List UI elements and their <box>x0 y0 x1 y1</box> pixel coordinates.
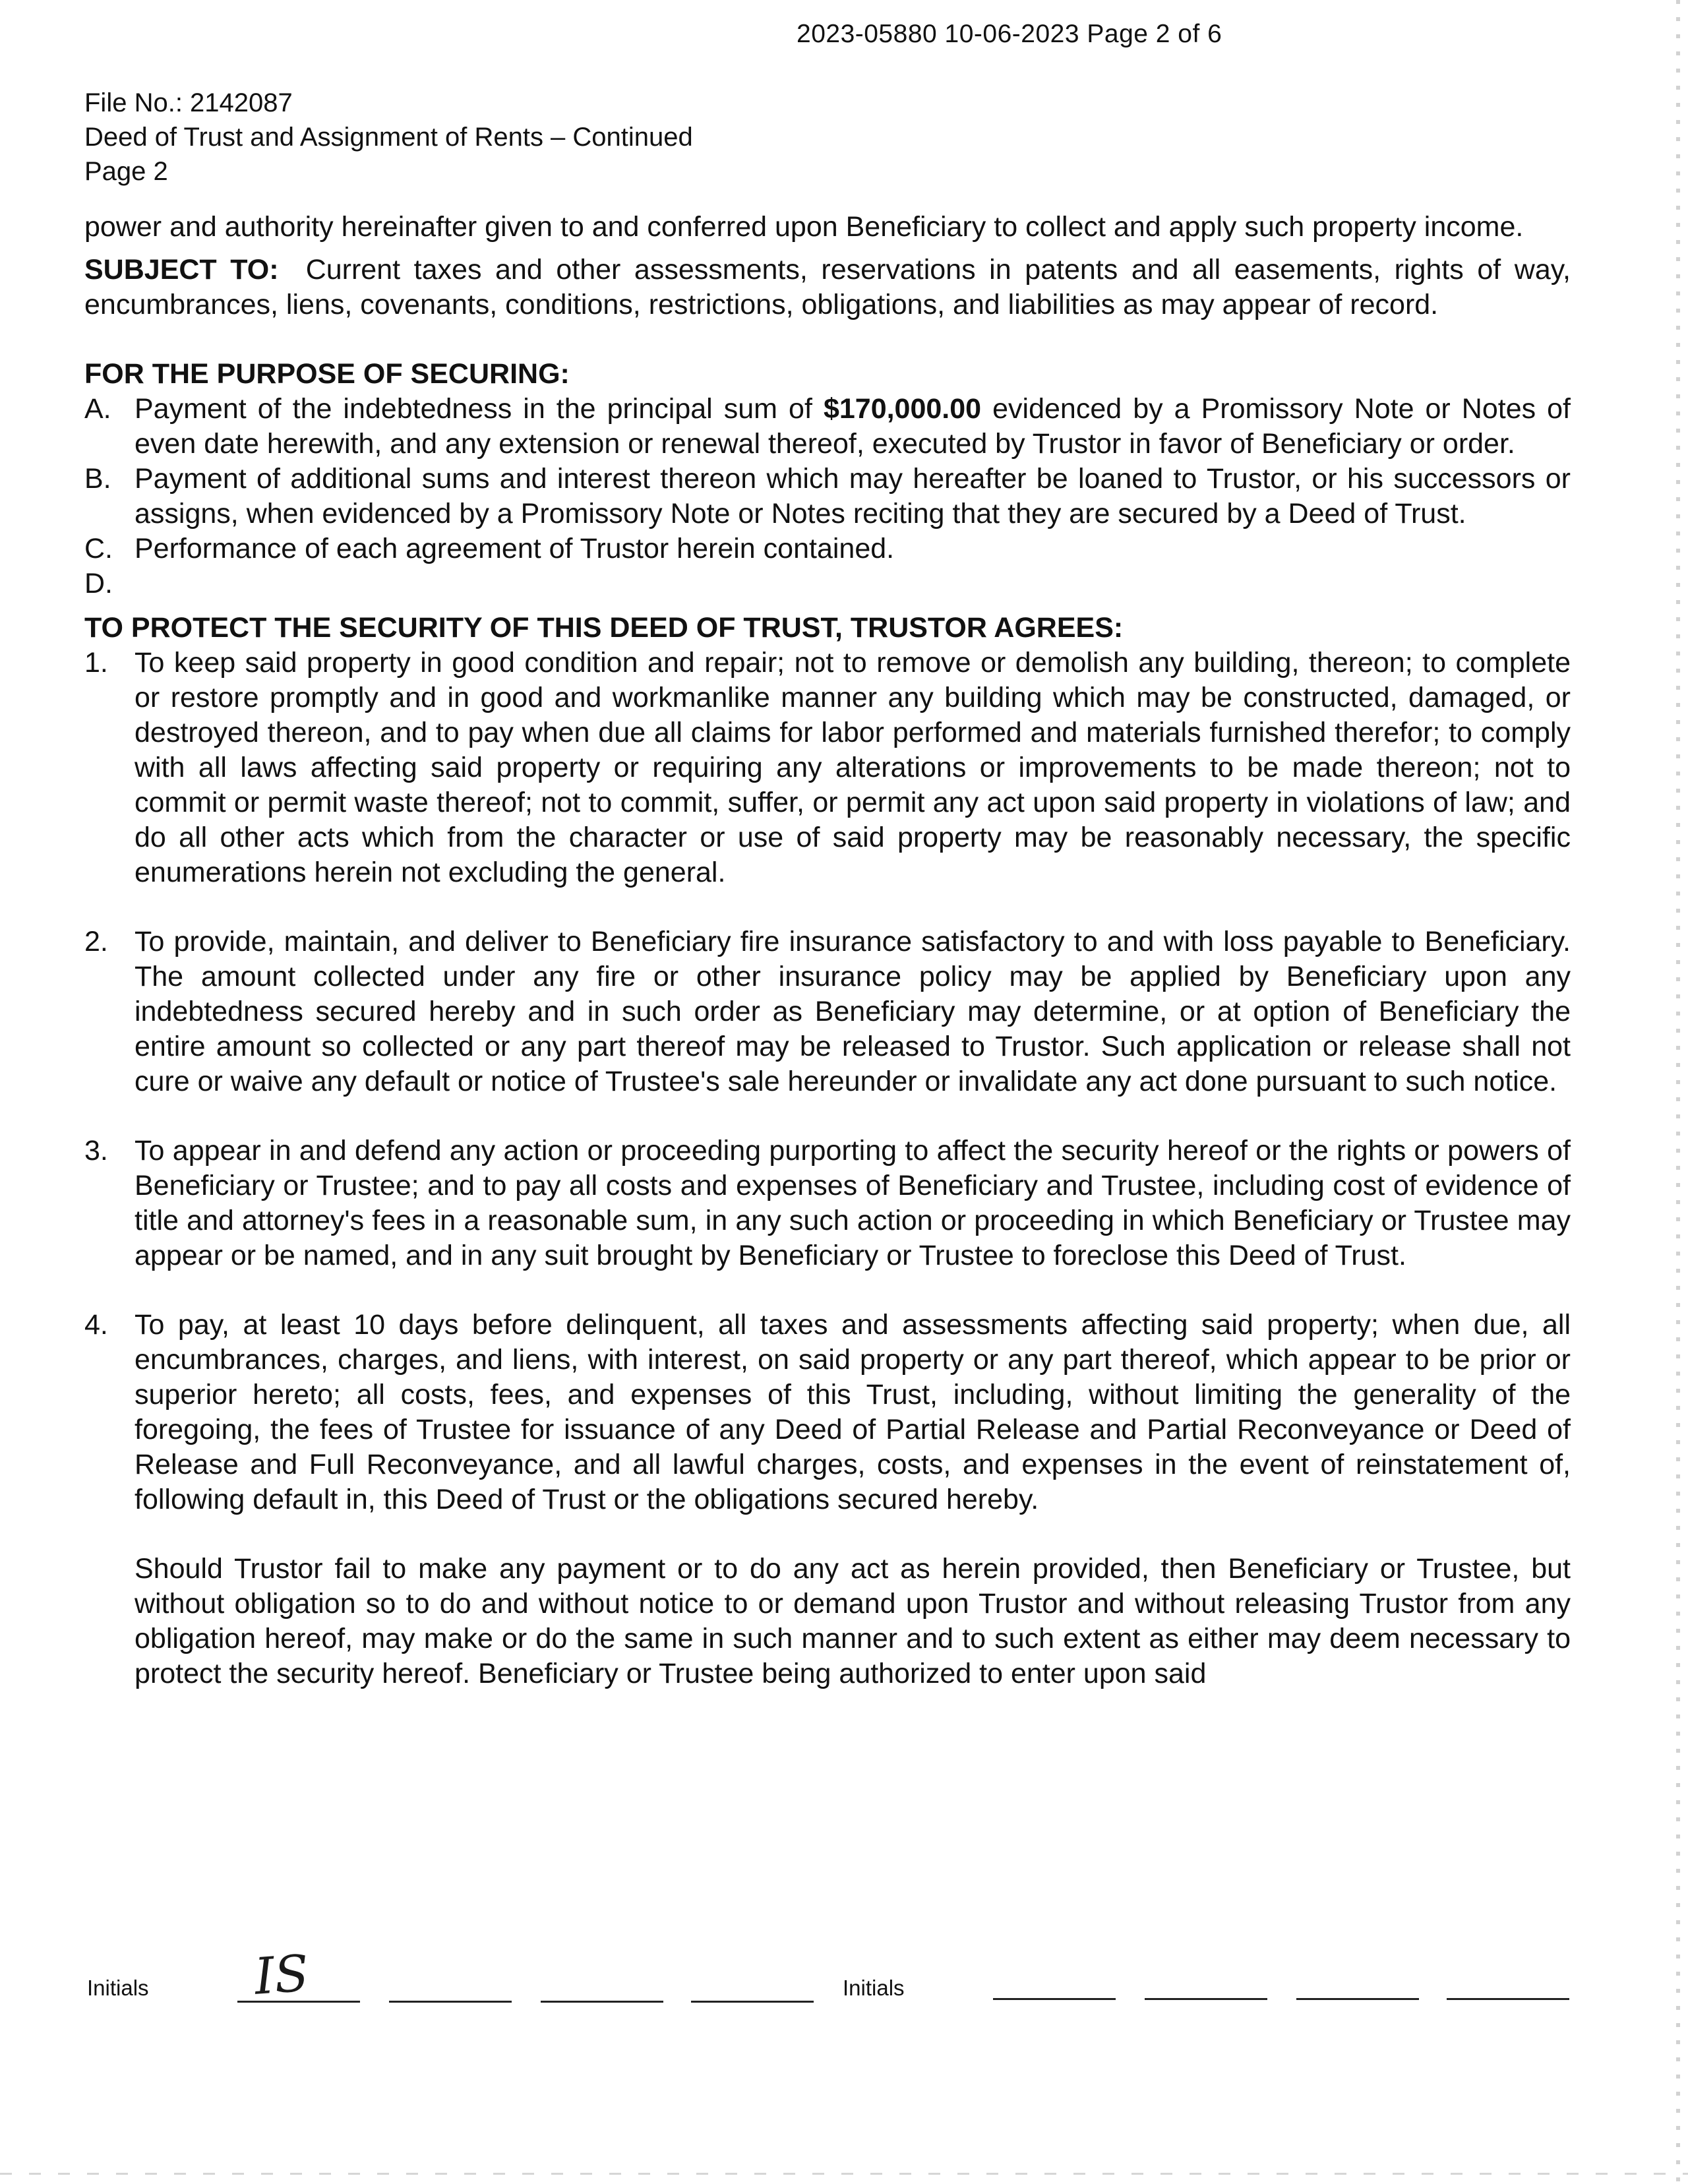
item-label: D. <box>84 568 113 599</box>
initials-line[interactable] <box>1296 1998 1419 2000</box>
initials-line[interactable] <box>389 2001 512 2003</box>
item-text: To appear in and defend any action or proceeding purporting to affect the security hereof or the rights or powers of Beneficiary or Trustee; and to pay all costs and expenses of Beneficiary and Trustee, including cost of evidence of title and attorney's fees in a reasonable sum, in any such action or proceeding in which Beneficiary or Trustee may appear or be named, and in any suit brought by Beneficiary or Trustee to foreclose this Deed of Trust. <box>135 1135 1571 1271</box>
subject-to-text: Current taxes and other assessments, reservations in patents and all easements, rights of way, encumbrances, liens, covenants, conditions, restrictions, obligations, and liabilities as may appear of record. <box>84 254 1571 320</box>
protect-heading: TO PROTECT THE SECURITY OF THIS DEED OF TRUST, TRUSTOR AGREES: <box>84 612 1124 644</box>
item-text: To pay, at least 10 days before delinquent, all taxes and assessments affecting said property; when due, all encumbrances, charges, and liens, with interest, on said property or any part thereof, which appear to be prior or superior hereto; all costs, fees, and expenses of this Trust, including, without limiting the generality of the foregoing, the fees of Trustee for issuance of any Deed of Partial Release and Partial Reconveyance or Deed of Release and Full Reconveyance, and all lawful charges, costs, and expenses in the event of reinstatement of, following default in, this Deed of Trust or the obligations secured hereby. <box>135 1309 1571 1515</box>
item-label: 3. <box>84 1135 108 1167</box>
recording-stamp: 2023-05880 10-06-2023 Page 2 of 6 <box>797 20 1222 48</box>
initials-row <box>0 1964 1688 2017</box>
initials-line[interactable] <box>1447 1998 1569 2000</box>
handwritten-initials: IS <box>252 1943 311 2006</box>
initials-label-left: Initials <box>87 1976 149 2000</box>
item-text: Performance of each agreement of Trustor herein contained. <box>135 533 895 564</box>
subject-to-label: SUBJECT TO: <box>84 254 279 286</box>
initials-line[interactable] <box>1145 1998 1267 2000</box>
initials-line[interactable] <box>691 2001 814 2003</box>
initials-line[interactable] <box>993 1998 1116 2000</box>
purpose-item-b <box>84 462 1571 531</box>
document-title: Deed of Trust and Assignment of Rents – Continued <box>84 123 693 152</box>
purpose-item-d <box>84 566 1571 601</box>
item-text: To provide, maintain, and deliver to Beneficiary fire insurance satisfactory to and with loss payable to Beneficiary. The amount collected under any fire or other insurance policy may be applied by Beneficiary upon any indebtedness secured hereby and in such order as Beneficiary may determine, or at option of Beneficiary the entire amount so collected or any part thereof may be released to Trustor. Such application or release shall not cure or waive any default or notice of Trustee's sale hereunder or invalidate any act done pursuant to such notice. <box>135 926 1571 1097</box>
file-number: File No.: 2142087 <box>84 88 293 117</box>
purpose-item-a <box>84 392 1571 462</box>
document-header <box>84 86 693 189</box>
initials-line[interactable] <box>541 2001 663 2003</box>
item-a-pre: Payment of the indebtedness in the principal sum of <box>135 393 812 425</box>
protect-item-2 <box>84 925 1571 1099</box>
item-label: 2. <box>84 926 108 957</box>
item-text: Payment of additional sums and interest thereon which may hereafter be loaned to Trustor, or his successors or assigns, when evidenced by a Promissory Note or Notes reciting that they are secured by a Deed of Trust. <box>135 463 1571 530</box>
subject-to-paragraph <box>84 253 1571 322</box>
item-a-post: evidenced by a Promissory Note or Notes of even date herewith, and any extension or renewal thereof, executed by Trustor in favor of Beneficiary or order. <box>135 393 1571 460</box>
page-label: Page 2 <box>84 157 168 186</box>
initials-label-right: Initials <box>843 1976 905 2000</box>
item-text: To keep said property in good condition and repair; not to remove or demolish any building, thereon; to complete or restore promptly and in good and workmanlike manner any building which may be constructed, damaged, or destroyed thereon, and to pay when due all claims for labor performed and materials furnished therefor; to comply with all laws affecting said property or requiring any alterations or improvements to be made thereon; not to commit or permit waste thereof; not to commit, suffer, or permit any act upon said property in violations of law; and do all other acts which from the character or use of said property may be reasonably necessary, the specific enumerations herein not excluding the general. <box>135 647 1571 888</box>
protect-item-3 <box>84 1134 1571 1273</box>
purpose-heading: FOR THE PURPOSE OF SECURING: <box>84 358 570 390</box>
protect-item-4 <box>84 1308 1571 1517</box>
scan-edge-artifact <box>1676 0 1680 2184</box>
purpose-item-c <box>84 531 1571 566</box>
principal-amount: $170,000.00 <box>823 393 982 425</box>
item-text <box>135 392 1571 462</box>
item-label: 1. <box>84 647 108 679</box>
protect-item-1 <box>84 646 1571 890</box>
item-label: A. <box>84 393 111 425</box>
continuation-paragraph: power and authority hereinafter given to and conferred upon Beneficiary to collect and apply such property income. <box>84 211 1524 243</box>
scan-bottom-artifact <box>0 2173 1688 2175</box>
item-label: C. <box>84 533 113 564</box>
should-trustor-paragraph: Should Trustor fail to make any payment or to do any act as herein provided, then Beneficiary or Trustee, but without obligation so to do and without notice to or demand upon Trustor and without releasing Trustor from any obligation hereof, may make or do the same in such manner and to such extent as either may deem necessary to protect the security hereof. Beneficiary or Trustee being authorized to enter upon said <box>135 1553 1571 1689</box>
item-label: B. <box>84 463 111 495</box>
item-label: 4. <box>84 1309 108 1341</box>
document-body <box>84 210 1571 1691</box>
